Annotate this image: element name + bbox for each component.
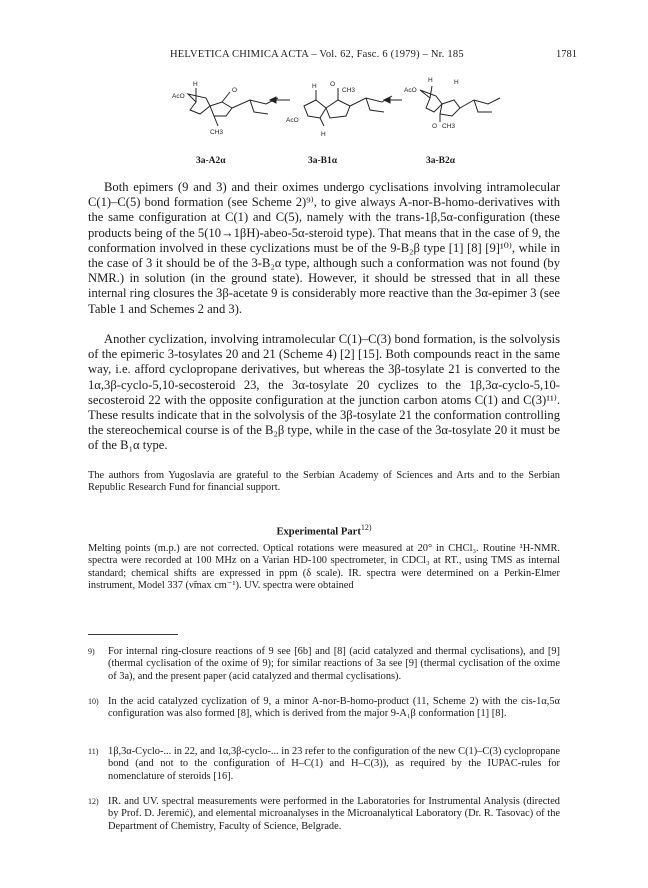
scheme-ch3-label-2: CH3: [342, 87, 356, 94]
experimental-paragraph: [88, 543, 560, 593]
scheme-h-label-2b: H: [321, 131, 326, 138]
body-paragraph-1: [88, 180, 560, 317]
footnote-12-mark: 12): [88, 797, 99, 806]
acknowledgement-text: The authors from Yugoslavia are grateful to the Serbian Academy of Sciences and Arts and to the Serbian Republic Research Fund for financial support.: [88, 470, 560, 494]
footnote-9-mark: 9): [88, 647, 95, 656]
scheme-o-label-3: O: [432, 123, 438, 130]
scheme-h-label-2: H: [312, 83, 317, 90]
acknowledgement: [88, 470, 560, 495]
scheme-aco-label-1: AcO: [172, 93, 185, 100]
footnote-12: [88, 796, 560, 833]
scheme-aco-label-3: AcO: [404, 87, 417, 94]
experimental-heading: [0, 523, 648, 538]
footnote-9: [88, 646, 560, 683]
footnote-10-mark: 10): [88, 697, 99, 706]
footnote-11: [88, 746, 560, 783]
scheme-label-3a-a2: 3a-A2α: [196, 156, 226, 166]
body-paragraph-2: [88, 332, 560, 454]
footnote-9-text: For internal ring-closure reactions of 9 see [6b] and [8] (acid catalyzed and thermal cyclisations), and [9] (thermal cyclisation of the oxime of 9); for similar reactions of 3a see [9] (thermal cyclisation of the oxime of 3a), and the present paper (acid catalyzed and thermal cyclisations).: [108, 646, 560, 682]
footnote-divider: [88, 634, 178, 635]
scheme-h-label-3: H: [428, 77, 433, 84]
footnote-10: [88, 696, 560, 721]
experimental-heading-note: 12): [360, 523, 372, 532]
paragraph-1-text: Both epimers (9 and 3) and their oximes undergo cyclisations involving intramolecular C(1)–C(5) bond formation (see Scheme 2)⁹⁾, to give always A-nor-B-homo-derivatives with the same configuration at C(1) and C(5), namely with the trans-1β,5α-configuration (these products being of the 5(10→1βH)-abeo-5α-steroid type). That means that in the case of 9, the conformation involved in these cyclizations must be of the 9-B₂β type [1] [8] [9]¹⁰⁾, while in the case of 3 it should be of the 3-B₂α type, although such a conformation was not found (by NMR.) in solution (in the ground state). However, it should be stressed that in all these internal ring closures the 3β-acetate 9 is considerably more reactive than the 3α-epimer 3 (see Table 1 and Schemes 2 and 3).: [88, 180, 560, 316]
experimental-text: Melting points (m.p.) are not corrected. Optical rotations were measured at 20° in CHCl₃. Routine ¹H-NMR. spectra were recorded at 100 MHz on a Varian HD-100 spectrometer, in CDCl₃ at RT., using TMS as internal standard; chemical shifts are expressed in ppm (δ scale). IR. spectra were determined on a Perkin-Elmer instrument, Model 337 (ν̃max cm⁻¹). UV. spectra were obtained: [88, 543, 560, 592]
footnote-10-text: In the acid catalyzed cyclization of 9, a minor A-nor-B-homo-product (11, Scheme 2) with the cis-1α,5α configuration was also formed [8], which is derived from the major 9-A₁β conformation [1] [8].: [108, 696, 560, 720]
footnote-11-text: 1β,3α-Cyclo-... in 22, and 1α,3β-cyclo-... in 23 refer to the configuration of the new C(1)–C(3) cyclopropane bond (and not to the configuration of H–C(1) and H–C(3)), as required by the IUPAC-rules for nomenclature of steroids [16].: [108, 746, 560, 782]
scheme-aco-label-2: AcO: [286, 117, 299, 124]
scheme-label-3a-b1: 3a-B1α: [308, 156, 338, 166]
running-head: HELVETICA CHIMICA ACTA – Vol. 62, Fasc. 6 (1979) – Nr. 185: [170, 49, 464, 60]
scheme-ch3-label-1: CH3: [210, 129, 224, 136]
page-number: 1781: [556, 49, 577, 60]
scheme-ch3-label-3: CH3: [442, 123, 456, 130]
footnote-12-text: IR. and UV. spectral measurements were performed in the Laboratories for Instrumental Analysis (directed by Prof. D. Jeremić), and elemental microanalyses in the Microanalytical Laboratory (Dr. R. Tasovac) of the Department of Chemistry, Faculty of Science, Belgrade.: [108, 796, 560, 832]
paragraph-2-text: Another cyclization, involving intramolecular C(1)–C(3) bond formation, is the solvolysis of the epimeric 3-tosylates 20 and 21 (Scheme 4) [2] [15]. Both compounds react in the same way, i.e. afford cyclopropane derivatives, but whereas the 3β-tosylate 21 is converted to the 1α,3β-cyclo-5,10-secosteroid 23, the 3α-tosylate 20 cyclizes to the 1β,3α-cyclo-5,10-secosteroid 22 with the opposite configuration at the junction carbon atoms C(1) and C(3)¹¹⁾. These results indicate that in the solvolysis of the 3β-tosylate 21 the conformation controlling the stereochemical course is of the B₂β type, while in the case of the 3α-tosylate 20 it must be of the B₁α type.: [88, 332, 560, 453]
scheme-label-3a-b2: 3a-B2α: [426, 156, 456, 166]
scheme-o-label-1: O: [232, 87, 238, 94]
experimental-heading-text: Experimental Part: [276, 526, 361, 538]
scheme-h-label-3b: H: [454, 79, 459, 86]
scheme-h-label-1: H: [193, 81, 198, 88]
scheme-o-label-2: O: [330, 81, 336, 88]
footnote-11-mark: 11): [88, 747, 99, 756]
conformation-scheme-figure: [170, 70, 510, 160]
